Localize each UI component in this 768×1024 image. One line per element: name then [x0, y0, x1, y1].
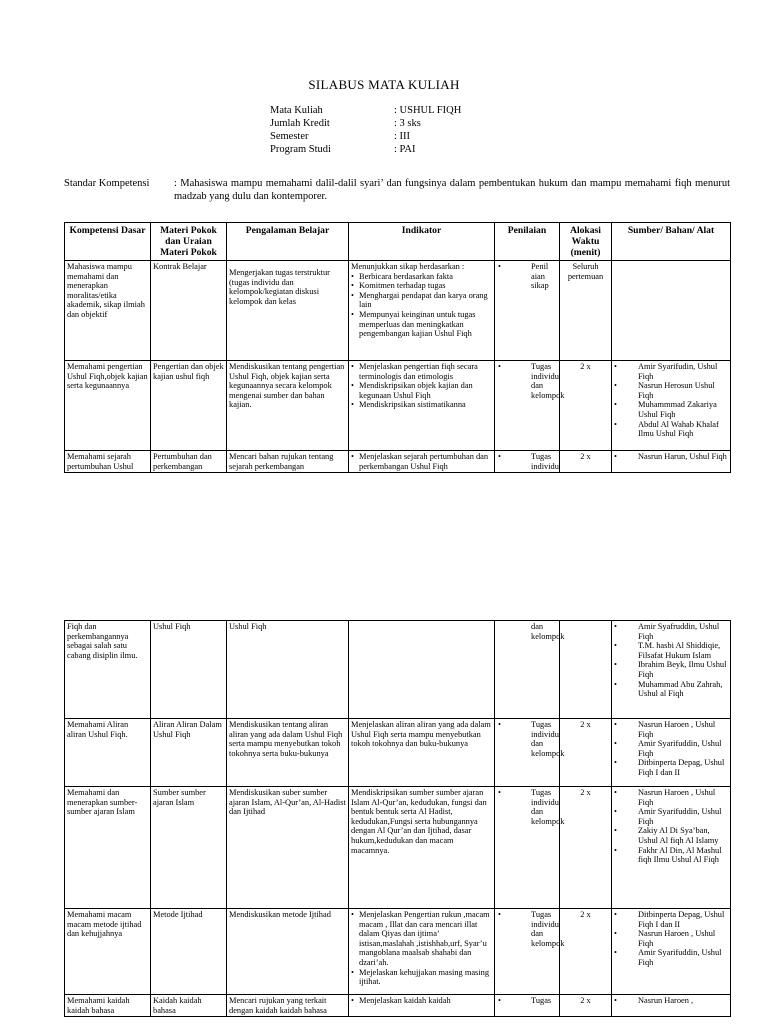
penilaian-text: Tugas [531, 720, 552, 729]
penilaian-text: Tugas [531, 996, 552, 1005]
penilaian-text: kelompok [531, 631, 565, 641]
list-item: • Mempunyai keinginan untuk tugas memperluas dan meningkatkan pengembangan kajian Ushul Fiqh [351, 310, 492, 339]
table-row [65, 787, 731, 909]
list-item: • Komitmen terhadap tugas [351, 281, 492, 291]
cell-penilaian [495, 361, 565, 451]
cell-penilaian [495, 909, 565, 995]
list-item [614, 788, 728, 807]
penilaian-text: dan [531, 739, 544, 749]
penilaian-text: kelompok [531, 938, 565, 948]
penilaian-text: individu [531, 461, 559, 471]
sumber-list [614, 996, 728, 1006]
list-item [614, 381, 728, 400]
list-item [614, 720, 728, 739]
cell-kompetensi: Mahasiswa mampu memahami dan menerapkan moralitas/etika akademik, sikap ilmiah dan objektif [65, 261, 151, 361]
cell-sumber [612, 909, 731, 995]
sumber-text: • Nasrun Haroen , Ushul Fiqh [638, 788, 716, 807]
bullet-icon: • [498, 996, 501, 1005]
list-item: • Menjelaskan sejarah pertumbuhan dan perkembangan Ushul Fiqh [351, 452, 492, 471]
table-row [65, 719, 731, 787]
cell-alokasi: 2 x [560, 719, 612, 787]
penilaian-text: dan [531, 929, 544, 939]
list-item: • Mendiskripsikan sistimatikanna [351, 400, 492, 410]
penilaian-text: kelompok [531, 748, 565, 758]
sumber-list [614, 622, 728, 699]
penilaian-item [497, 452, 557, 471]
penilaian-text: individu [531, 729, 559, 739]
cell-alokasi: 2 x [560, 909, 612, 995]
cell-indikator [349, 909, 495, 995]
list-item: • Menghargai pendapat dan karya orang lain [351, 291, 492, 310]
sumber-list [614, 362, 728, 439]
sumber-text: • Nasrun Haroen , [638, 996, 694, 1005]
cell-sumber [612, 361, 731, 451]
cell-alokasi [560, 621, 612, 719]
list-item [614, 807, 728, 826]
sumber-text: • Amir Syafruddin, Ushul Fiqh [638, 622, 720, 641]
bullet-icon: • [498, 262, 501, 271]
meta-label: Program Studi [270, 144, 331, 155]
cell-sumber [612, 995, 731, 1017]
penilaian-text: Penil aian sikap [531, 262, 549, 291]
meta-label: Mata Kuliah [270, 105, 323, 116]
penilaian-text: kelompok [531, 390, 565, 400]
sumber-text: • T.M. hasbi Al Shiddiqie, Filsafat Hukum Islam [638, 641, 721, 660]
sumber-list [614, 910, 728, 968]
list-item [614, 622, 728, 641]
sumber-text: • Fakhr Al Din, Al Mashul fiqh Ilmu Ushul Al Fiqh [638, 845, 722, 865]
cell-penilaian [495, 995, 560, 1017]
cell-kompetensi: Memahami dan menerapkan sumber-sumber ajaran Islam [65, 787, 151, 909]
sumber-text: • Zakiy Al Di Sya’ban, Ushul Al fiqh Al Islamy [638, 826, 719, 845]
cell-materi: Kaidah kaidah bahasa [151, 995, 227, 1017]
cell-materi: Pengertian dan objek kajian ushul fiqh [151, 361, 227, 451]
list-item [614, 420, 728, 439]
penilaian-item [497, 622, 565, 641]
penilaian-text: Tugas [531, 362, 552, 371]
list-item [614, 362, 728, 381]
list-item [614, 929, 728, 948]
cell-indikator [349, 361, 495, 451]
cell-sumber [612, 719, 731, 787]
cell-sumber [612, 621, 731, 719]
syllabus-table-page-1 [64, 222, 731, 473]
sumber-text: • Ditbinperta Depag, Ushul Fiqh I dan II [638, 758, 725, 777]
header-cell: Penilaian [495, 223, 560, 261]
sumber-text: • Nasrun Haroen , Ushul Fiqh [638, 720, 716, 739]
cell-kompetensi: Memahami Aliran aliran Ushul Fiqh. [65, 719, 151, 787]
cell-indikator [349, 451, 495, 473]
header-cell: Materi Pokok dan Uraian Materi Pokok [151, 223, 227, 261]
list-item [614, 948, 728, 967]
table-row [65, 451, 731, 473]
sumber-text: • Nasrun Harun, Ushul Fiqh [638, 452, 727, 461]
penilaian-text: Tugas [531, 910, 552, 919]
meta-value: : III [394, 131, 411, 142]
cell-kompetensi: Fiqh dan perkembangannya sebagai salah satu cabang disiplin ilmu. [65, 621, 151, 719]
cell-materi: Pertumbuhan dan perkembangan [151, 451, 227, 473]
indikator-intro: Menunjukkan sikap berdasarkan : [351, 262, 465, 271]
meta-value: : PAI [394, 144, 416, 155]
header-cell: Alokasi Waktu (menit) [560, 223, 612, 261]
sumber-text: • Abdul Al Wahab Khalaf Ilmu Ushul Fiqh [638, 419, 719, 439]
table-header-row [65, 223, 731, 261]
table-row [65, 621, 731, 719]
cell-alokasi: 2 x [560, 361, 612, 451]
cell-penilaian [495, 451, 560, 473]
meta-value: : USHUL FIQH [394, 105, 462, 116]
bullet-icon: • [498, 910, 501, 919]
cell-pengalaman: Ushul Fiqh [227, 621, 349, 719]
penilaian-text: dan [531, 381, 544, 391]
pengalaman-text: Mengerjakan tugas terstruktur (tugas individu dan kelompok/kegiatan diskusi kelompok dan kelas [229, 268, 330, 306]
cell-pengalaman: Mendiskusikan tentang pengertian Ushul Fiqh, objek kajian serta kegunaannya secara kelompok mengenai sumber dan bahan kajian. [227, 361, 349, 451]
indikator-list [351, 362, 492, 410]
cell-kompetensi: Memahami kaidah kaidah bahasa [65, 995, 151, 1017]
list-item [614, 739, 728, 758]
header-cell: Pengalaman Belajar [227, 223, 349, 261]
penilaian-text: kelompok [531, 816, 565, 826]
sumber-text: • Amir Syarifuddin, Ushul Fiqh [638, 739, 722, 758]
list-item [614, 996, 728, 1006]
penilaian-text: individu [531, 919, 559, 929]
cell-materi: Metode Ijtihad [151, 909, 227, 995]
meta-label: Jumlah Kredit [270, 118, 330, 129]
penilaian-item [497, 362, 565, 400]
standar-label: Standar Kompetensi [64, 178, 150, 189]
cell-alokasi: 2 x [560, 995, 612, 1017]
penilaian-item [497, 788, 565, 826]
list-item [614, 680, 728, 699]
cell-pengalaman [227, 261, 349, 361]
table-row [65, 995, 731, 1017]
sumber-text: • Ibrahim Beyk, Ilmu Ushul Fiqh [638, 660, 727, 679]
list-item [614, 758, 728, 777]
syllabus-table-page-2 [64, 620, 731, 1017]
cell-sumber [612, 451, 731, 473]
cell-penilaian [495, 719, 565, 787]
list-item [614, 910, 728, 929]
list-item [614, 826, 728, 845]
list-item: • Mendiskripsikan objek kajian dan kegunaan Ushul Fiqh [351, 381, 492, 400]
sumber-text: • Nasrun Herosun Ushul Fiqh [638, 381, 715, 400]
sumber-text: • Muhammad Abu Zahrah, Ushul al Fiqh [638, 679, 723, 699]
sumber-text: • Nasrun Haroen , Ushul Fiqh [638, 929, 716, 948]
penilaian-text: dan [531, 622, 544, 631]
cell-pengalaman: Mendiskusikan tentang aliran aliran yang ada dalam Ushul Fiqh serta mampu menyebutkan tokoh tokohnya serta buku-bukunya [227, 719, 349, 787]
penilaian-item [497, 262, 557, 291]
sumber-text: • Muhammmad Zakariya Ushul Fiqh [638, 400, 717, 419]
cell-alokasi: 2 x [560, 787, 612, 909]
sumber-text: • Amir Syarifudin, Ushul Fiqh [638, 362, 718, 381]
list-item: • Mejelaskan kehujjakan masing masing ijtihat. [351, 968, 492, 987]
penilaian-item [497, 720, 565, 758]
cell-materi: Aliran Aliran Dalam Ushul Fiqh [151, 719, 227, 787]
cell-penilaian [495, 621, 565, 719]
sumber-text: • Amir Syarifuddin, Ushul Fiqh [638, 807, 722, 826]
document-title: SILABUS MATA KULIAH [308, 77, 460, 92]
cell-indikator [349, 621, 495, 719]
table-row [65, 909, 731, 995]
sumber-list [614, 720, 728, 778]
cell-pengalaman: Mencari bahan rujukan tentang sejarah perkembangan [227, 451, 349, 473]
cell-penilaian [495, 261, 560, 361]
list-item [614, 641, 728, 660]
list-item [614, 400, 728, 419]
table-row [65, 261, 731, 361]
sumber-list [614, 452, 728, 462]
list-item: • Menjelaskan Pengertian rukun ,macam macam , Illat dan cara mencari illat dalam Qiyas dan ijtima’ istisan,maslahah ,istishhab,urf, Syar’u mangoblana maalsab shahabi dan dzari’ah. [351, 910, 492, 968]
penilaian-text: Tugas [531, 452, 552, 461]
bullet-icon: • [498, 452, 501, 461]
indikator-list [351, 910, 492, 987]
list-item: • Berbicara berdasarkan fakta [351, 272, 492, 282]
penilaian-item [497, 996, 557, 1006]
penilaian-text: dan [531, 807, 544, 817]
sumber-text: • Ditbinperta Depag, Ushul Fiqh I dan II [638, 910, 725, 929]
cell-kompetensi: Memahami pengertian Ushul Fiqh,objek kajian serta kegunaannya [65, 361, 151, 451]
cell-sumber [612, 261, 731, 361]
list-item: • Menjelaskan kaidah kaidah [351, 996, 492, 1006]
cell-pengalaman: Mencari rujukan yang terkait dengan kaidah kaidah bahasa [227, 995, 349, 1017]
bullet-icon: • [498, 362, 501, 371]
cell-materi: Kontrak Belajar [151, 261, 227, 361]
indikator-list [351, 272, 492, 339]
cell-penilaian [495, 787, 565, 909]
list-item [614, 660, 728, 679]
cell-sumber [612, 787, 731, 909]
standar-text: : Mahasiswa mampu memahami dalil-dalil syari’ dan fungsinya dalam pembentukan hukum dan mampu memahami fiqh menurut madzab yang dulu dan kontemporer. [174, 178, 730, 202]
cell-alokasi: Seluruh pertemuan [560, 261, 612, 361]
meta-label: Semester [270, 131, 309, 142]
header-cell: Kompetensi Dasar [65, 223, 151, 261]
indikator-list [351, 452, 492, 471]
table-row [65, 361, 731, 451]
bullet-icon: • [498, 788, 501, 797]
cell-indikator: Menjelaskan aliran aliran yang ada dalam Ushul Fiqh serta mampu menyebutkan tokoh tokohnya dan buku-bukunya [349, 719, 495, 787]
cell-alokasi: 2 x [560, 451, 612, 473]
cell-pengalaman: Mendiskusikan metode Ijtihad [227, 909, 349, 995]
penilaian-text: individu [531, 797, 559, 807]
penilaian-item [497, 910, 565, 948]
cell-indikator: Mendiskripsikan sumber sumber ajaran Islam Al-Qur’an, kedudukan, fungsi dan bentuk bentuk serta Al Hadist, kedudukan,Fungsi serta hubungannya dengan Al Qur’an dan Ijtihad, dasar hukum,kedudukan dan macam macamnya. [349, 787, 495, 909]
cell-indikator [349, 995, 495, 1017]
meta-value: : 3 sks [394, 118, 421, 129]
sumber-list [614, 788, 728, 865]
list-item [614, 846, 728, 865]
cell-kompetensi: Memahami sejarah pertumbuhan Ushul [65, 451, 151, 473]
header-cell: Indikator [349, 223, 495, 261]
penilaian-text: Tugas [531, 788, 552, 797]
indikator-list [351, 996, 492, 1006]
sumber-text: • Amir Syarifuddin, Ushul Fiqh [638, 948, 722, 967]
list-item: • Menjelaskan pengertian fiqh secara terminologis dan etimologis [351, 362, 492, 381]
cell-materi: Sumber sumber ajaran Islam [151, 787, 227, 909]
list-item [614, 452, 728, 462]
cell-materi: Ushul Fiqh [151, 621, 227, 719]
bullet-icon: • [498, 720, 501, 729]
cell-indikator [349, 261, 495, 361]
cell-kompetensi: Memahami macam macam metode ijtihad dan kehujjahnya [65, 909, 151, 995]
header-cell: Sumber/ Bahan/ Alat [612, 223, 731, 261]
penilaian-text: individu [531, 371, 559, 381]
cell-pengalaman: Mendiskusikan suber sumber ajaran Islam, Al-Qur’an, Al-Hadist dan Ijtihad [227, 787, 349, 909]
